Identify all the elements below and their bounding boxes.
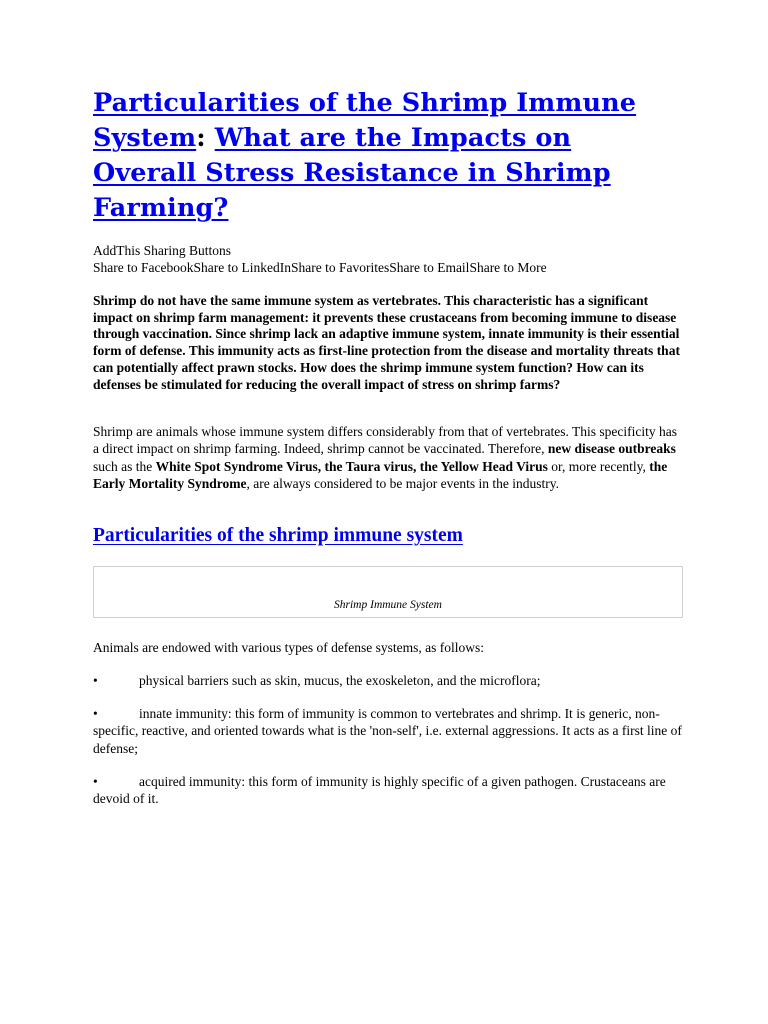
share-links-row [93,259,683,276]
share-facebook-link[interactable]: Share to Facebook [93,260,194,275]
bullet-marker: • [93,673,98,689]
share-linkedin-link[interactable]: Share to LinkedIn [193,260,291,275]
para-text-4: , are always considered to be major events in the industry. [246,475,560,491]
figure-caption: Shrimp Immune System [334,599,442,612]
para-bold-viruses: White Spot Syndrome Virus, the Taura virus, the Yellow Head Virus [155,458,548,474]
defense-intro: Animals are endowed with various types of defense systems, as follows: [93,640,485,656]
figure-box [93,566,683,618]
document-page [93,86,683,807]
section-heading-link[interactable]: Particularities of the shrimp immune system [93,525,463,547]
lead-paragraph: Shrimp do not have the same immune system as vertebrates. This characteristic has a significant impact on shrimp farm management: it prevents these crustaceans from becoming immune to disease through vaccination. Since shrimp lack an adaptive immune system, innate immunity is their essential form of defense. This immunity acts as first-line protection from the disease and mortality threats that can potentially affect prawn stocks. How does the shrimp immune system function? How can its defenses be stimulated for reducing the overall impact of stress on shrimp farms? [93,293,680,392]
bullet-text: innate immunity: this form of immunity is common to vertebrates and shrimp. It is generic, non-specific, reactive, and oriented towards what is the 'non-self', i.e. external aggressions. It acts as a first line of defense; [93,706,682,756]
title-link-stress-resistance[interactable]: What are the Impacts on Overall Stress Resistance in Shrimp Farming? [93,123,611,223]
title-link-immune-system[interactable]: Particularities of the Shrimp Immune System [93,88,637,153]
bullet-marker: • [93,706,98,722]
para-text-1: Shrimp are animals whose immune system differs considerably from that of vertebrates. This specificity has a direct impact on shrimp farming. Indeed, shrimp cannot be vaccinated. Therefore, [93,424,677,457]
para-bold-outbreaks: new disease outbreaks [547,441,676,457]
share-more-link[interactable]: Share to More [469,260,547,275]
bullet-text: acquired immunity: this form of immunity is highly specific of a given pathogen. Crustaceans are devoid of it. [93,773,666,807]
para-bold-ems: the Early Mortality Syndrome [93,458,668,491]
bullet-text: physical barriers such as skin, mucus, the exoskeleton, and the microflora; [139,673,541,689]
section-heading [93,524,683,548]
share-buttons-block [93,242,683,276]
bullet-item-innate-immunity [93,705,683,757]
bullet-marker: • [93,773,98,789]
bullet-item-acquired-immunity [93,773,683,807]
article-title [93,86,683,226]
para-text-3: or, more recently, [547,458,650,474]
share-favorites-link[interactable]: Share to Favorites [290,260,390,275]
share-email-link[interactable]: Share to Email [389,260,470,275]
body-paragraph-1 [93,423,683,492]
para-text-2: such as the [93,458,156,474]
bullet-item-physical-barriers [93,672,683,689]
share-heading: AddThis Sharing Buttons [93,243,232,258]
title-separator: : [196,123,215,153]
